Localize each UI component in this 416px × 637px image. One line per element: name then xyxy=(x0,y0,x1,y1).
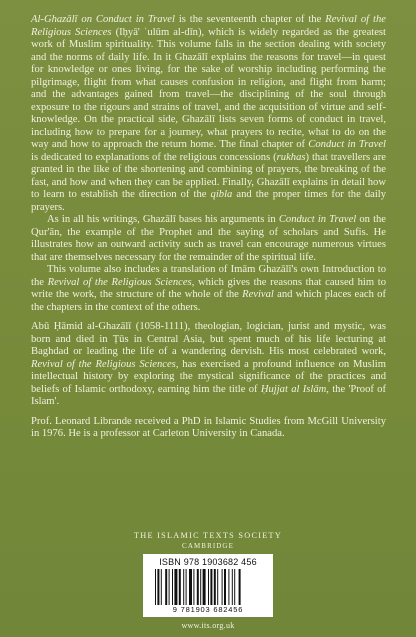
italic-term: rukhas xyxy=(276,151,306,163)
italic-title: Conduct in Travel xyxy=(278,214,357,225)
publisher-block xyxy=(0,530,416,551)
text-span: (Iḥyā' ʿulūm al-dīn), which is widely regarded as the greatest work of Muslim spirituality. This volume falls in the section dealing with society and the norms of daily life. In it Ghazālī explains the reasons for travel—in quest for knowledge or ones living, for the sake of worship including performing the pilgrimage, flight from what causes confusion in religion, and flight from harm; and the advantages gained from travel—the disciplining of the soul through exposure to the rigours and strains of travel, and the acquisition of virtue and self-knowledge. On the practical side, Ghazālī lists seven forms of conduct in travel, including how to prepare for a journey, what prayers to recite, what to do on the way and how to approach the return home. The final chapter of xyxy=(31,26,386,150)
italic-title: Revival of the Religious Sciences xyxy=(31,358,176,370)
text-span: , which gives the reasons that caused him to write the work, the structure of the whole of the xyxy=(31,276,387,300)
text-span: is dedicated to explanations of the religious concessions ( xyxy=(31,151,277,163)
website-url: www.its.org.uk xyxy=(181,621,235,630)
text-span: ) that travellers are granted in the like of the shortening and combining of prayers, the breaking of the fast, and how and when they can be applied. Finally, Ghazālī explains in detail how to learn to establish the direction of the xyxy=(31,151,386,200)
text-span: on the Qur'ān, the example of the Prophet and the saying of scholars and Sufis. He illustrates how an outward activity such as travel can encourage numerous virtues that are themselves necessary for the remainder of the spiritual life. xyxy=(31,214,387,263)
barcode-digits: 9 781903 682456 xyxy=(172,605,244,614)
text-span: and the proper times for the daily prayers. xyxy=(31,189,387,213)
barcode-label xyxy=(143,554,273,617)
text-span: Abū Ḥāmid al-Ghazālī (1058-1111), theologian, logician, jurist and mystic, was born and died in Ṭūs in Central Asia, but spent much of his life lecturing at Baghdad or leading the life of a wandering dervish. His most celebrated work, xyxy=(31,321,386,357)
text-span: , has exercised a profound influence on Muslim intellectual history by exploring the mystical significance of the practices and beliefs of Islamic orthodoxy, earning him the title of xyxy=(31,358,386,395)
text-span: This volume also includes a translation of Imām Ghazālī's own Introduction to the xyxy=(31,264,386,288)
text-span: , the 'Proof of Islam'. xyxy=(31,383,387,407)
author-bio xyxy=(31,321,386,409)
italic-term: qibla xyxy=(210,189,233,200)
italic-title: Revival of the Religious Sciences xyxy=(47,276,192,288)
barcode-icon xyxy=(155,569,263,605)
book-title: Al-Ghazālī on Conduct in Travel xyxy=(31,14,175,25)
description-paragraph-3 xyxy=(31,264,386,314)
italic-title: Conduct in Travel xyxy=(308,139,386,150)
text-span: and which places each of the chapters in the context of the others. xyxy=(31,289,387,313)
translator-bio: Prof. Leonard Librande received a PhD in Islamic Studies from McGill University in 1976. He is a professor at Carleton University in Canada. xyxy=(31,415,386,439)
description-paragraph-1 xyxy=(31,14,386,214)
isbn-text: ISBN 978 1903682 456 xyxy=(159,557,257,567)
description-paragraph-2 xyxy=(31,214,386,264)
text-span: As in all his writings, Ghazālī bases his arguments in xyxy=(47,214,279,225)
text-span: is the seventeenth chapter of the xyxy=(174,14,326,25)
publisher-name: THE ISLAMIC TEXTS SOCIETY xyxy=(133,531,283,540)
italic-title: Revival of the Religious Sciences xyxy=(31,14,386,38)
italic-title: Revival xyxy=(242,289,274,300)
italic-term: Ḥujjat al Islām xyxy=(260,383,327,395)
blurb-text xyxy=(31,14,386,441)
publisher-city: CAMBRIDGE xyxy=(182,542,234,550)
